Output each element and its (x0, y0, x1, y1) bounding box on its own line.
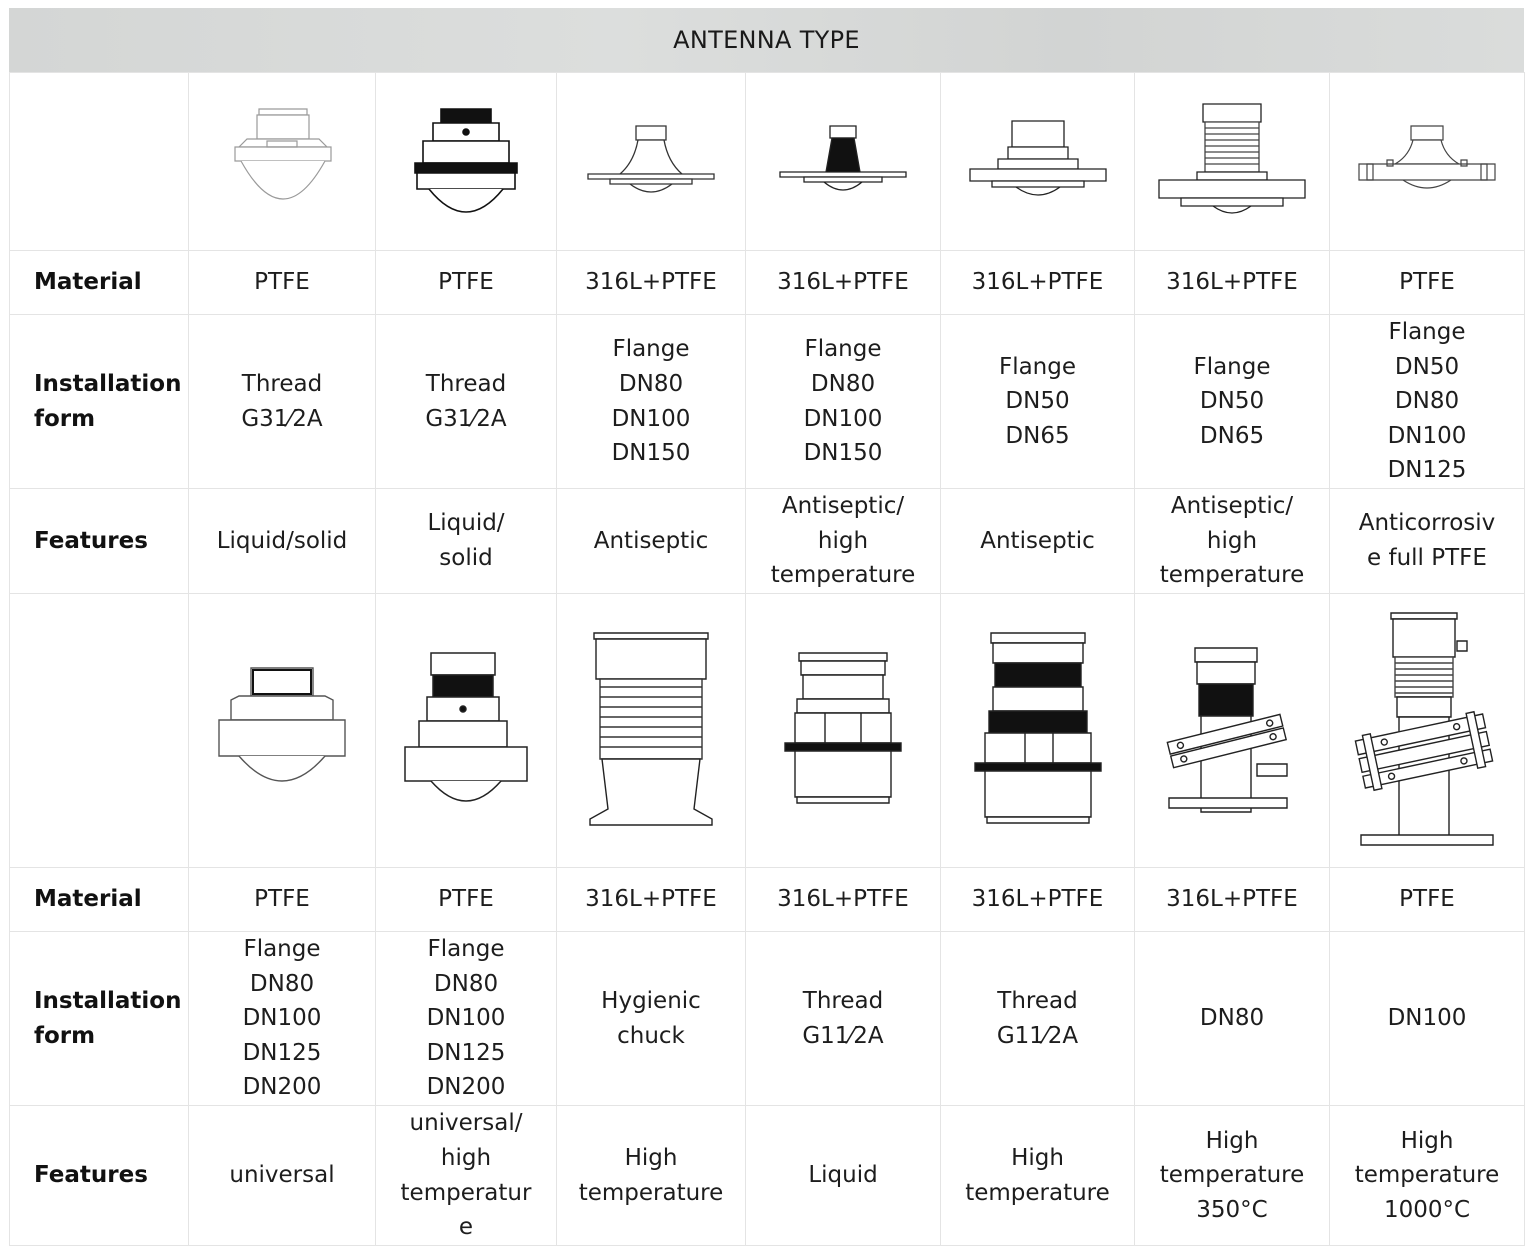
material-cell: PTFE (376, 251, 557, 315)
material-cell: PTFE (189, 868, 376, 932)
flat-flange-antenna-icon (586, 122, 716, 202)
hygienic-chuck-bellows-antenna-icon (586, 631, 716, 831)
antenna-image-cell (376, 594, 557, 868)
installation-cell: Flange DN80 DN100 DN125 DN200 (426, 936, 506, 1101)
antenna-type-header: ANTENNA TYPE (9, 8, 1524, 72)
material-cell: 316L+PTFE (557, 868, 746, 932)
features-label: Features (10, 1106, 189, 1246)
material-label: Material (10, 251, 189, 315)
antenna-image-cell (189, 594, 376, 868)
installation-cell: Thread G31⁄2A (241, 370, 323, 432)
material-cell: 316L+PTFE (1135, 251, 1330, 315)
features-label: Features (10, 489, 189, 594)
flange-dn50-antenna-icon (968, 117, 1108, 207)
installation-row-1 (10, 315, 1525, 489)
material-row-2 (10, 868, 1525, 932)
thread-g112-antenna-icon (783, 651, 903, 811)
installation-cell: Flange DN50 DN65 (1193, 353, 1271, 449)
antenna-image-cell (1330, 594, 1525, 868)
antenna-image-cell (941, 73, 1135, 251)
features-cell: universal/ high temperatur e (400, 1110, 532, 1241)
installation-form-label: Installation form (34, 987, 182, 1049)
features-cell: Liquid/solid (216, 527, 348, 554)
features-cell: Liquid/ solid (427, 510, 505, 571)
horn-antenna-thread-grey-icon (227, 107, 337, 217)
full-ptfe-flange-antenna-icon (1357, 122, 1497, 202)
antenna-image-row-2 (10, 594, 1525, 868)
material-cell: 316L+PTFE (1135, 868, 1330, 932)
features-cell: Antiseptic (980, 527, 1095, 554)
material-cell: PTFE (376, 868, 557, 932)
features-cell: universal (229, 1162, 335, 1189)
antenna-image-cell (1330, 73, 1525, 251)
antenna-image-cell (1135, 594, 1330, 868)
antenna-image-cell (746, 73, 941, 251)
antenna-image-cell (557, 73, 746, 251)
antenna-image-cell (746, 594, 941, 868)
installation-cell: Flange DN50 DN65 (998, 353, 1077, 449)
features-cell: Antiseptic (593, 527, 709, 554)
material-cell: 316L+PTFE (941, 251, 1135, 315)
installation-form-label: Installation form (34, 370, 182, 432)
installation-cell: DN100 (1387, 1005, 1467, 1032)
installation-cell: Thread G11⁄2A (996, 987, 1079, 1049)
material-cell: 316L+PTFE (941, 868, 1135, 932)
features-cell: High temperature 350°C (1159, 1127, 1305, 1223)
material-cell: PTFE (1330, 868, 1525, 932)
material-cell: 316L+PTFE (746, 251, 941, 315)
antenna-image-cell (189, 73, 376, 251)
horn-antenna-flange-grey-icon (217, 666, 347, 796)
antenna-image-cell (557, 594, 746, 868)
features-cell: High temperature (578, 1144, 724, 1206)
antenna-image-cell (376, 73, 557, 251)
features-cell: Antiseptic/ high temperature (1159, 493, 1305, 589)
installation-cell: Thread G11⁄2A (802, 987, 884, 1049)
material-cell: PTFE (1330, 251, 1525, 315)
thread-g112-high-temp-antenna-icon (973, 631, 1103, 831)
features-cell: High temperature (965, 1144, 1110, 1206)
tilted-flange-1000-antenna-icon (1357, 611, 1497, 851)
installation-cell: Flange DN80 DN100 DN150 (803, 336, 883, 467)
material-cell: 316L+PTFE (746, 868, 941, 932)
installation-cell: Hygienic chuck (601, 987, 701, 1049)
material-label: Material (10, 868, 189, 932)
installation-cell: DN80 (1199, 1005, 1265, 1032)
horn-antenna-thread-black-icon (411, 107, 521, 217)
empty-label-cell (10, 594, 189, 868)
installation-cell: Thread G31⁄2A (425, 370, 507, 432)
installation-cell: Flange DN50 DN80 DN100 DN125 (1387, 319, 1467, 484)
installation-cell: Flange DN80 DN100 DN150 (611, 336, 691, 467)
features-cell: Anticorrosiv e full PTFE (1358, 510, 1496, 571)
material-row-1 (10, 251, 1525, 315)
flange-bellows-high-temp-antenna-icon (1157, 102, 1307, 222)
tilted-flange-350-antenna-icon (1167, 646, 1297, 816)
antenna-image-row-1 (10, 73, 1525, 251)
features-row-2 (10, 1106, 1525, 1246)
installation-cell: Flange DN80 DN100 DN125 DN200 (242, 936, 322, 1101)
features-cell: Antiseptic/ high temperature (770, 493, 916, 589)
installation-row-2 (10, 932, 1525, 1106)
empty-label-cell (10, 73, 189, 251)
features-cell: Liquid (808, 1162, 878, 1189)
material-cell: PTFE (189, 251, 376, 315)
features-cell: High temperature 1000°C (1354, 1127, 1500, 1223)
features-row-1 (10, 489, 1525, 594)
flange-bellows-antenna-icon (778, 122, 908, 202)
antenna-image-cell (941, 594, 1135, 868)
material-cell: 316L+PTFE (557, 251, 746, 315)
antenna-spec-table (9, 72, 1525, 1246)
antenna-image-cell (1135, 73, 1330, 251)
horn-antenna-flange-black-icon (401, 651, 531, 811)
